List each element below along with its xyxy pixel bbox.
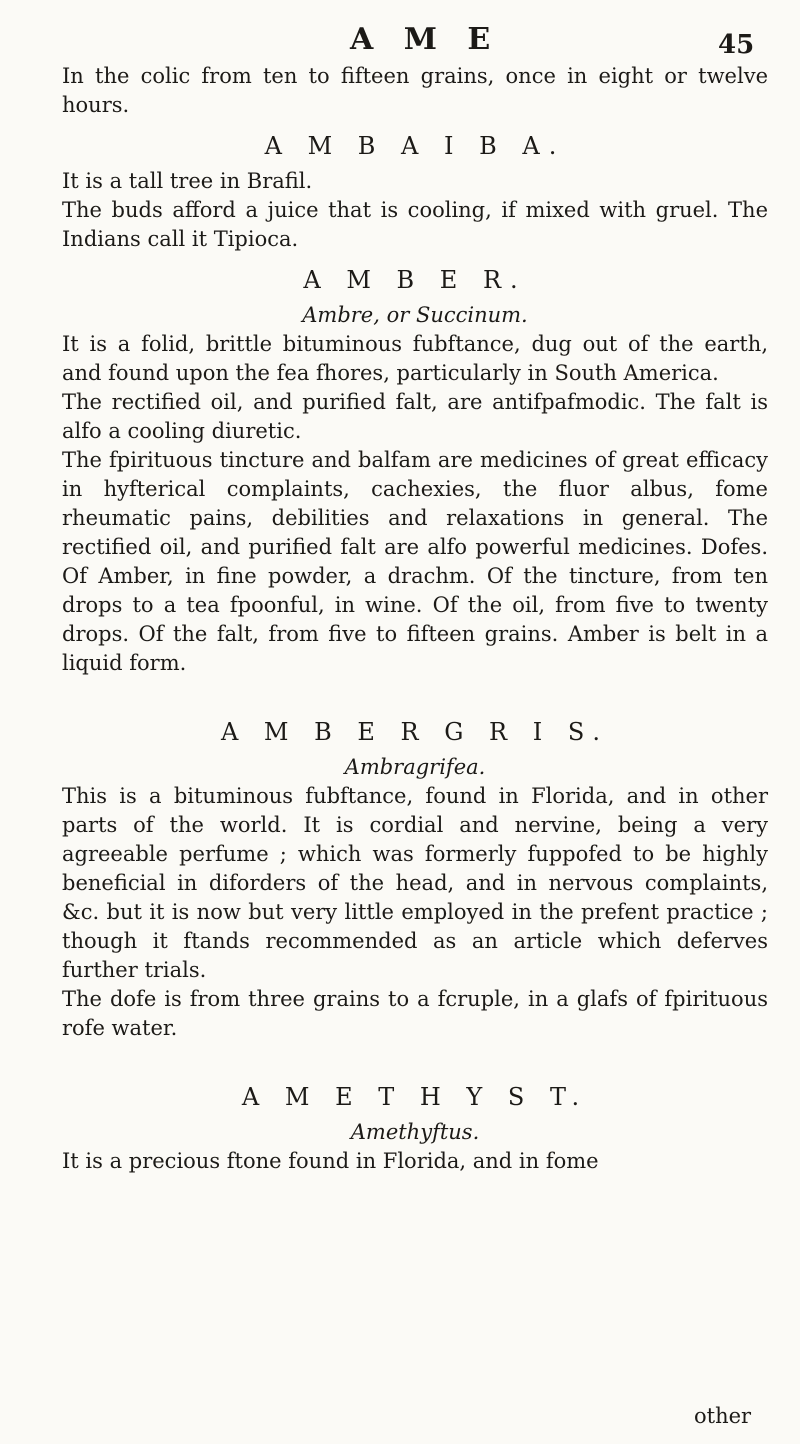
- running-head: A M E: [350, 22, 501, 57]
- entry-title-ambaiba: A M B A I B A.: [264, 132, 566, 160]
- entry-title-amber: A M B E R.: [303, 266, 527, 294]
- amber-paragraph-2: The rectified oil, and purified falt, are antifpafmodic. The falt is alfo a cooling diuretic.: [62, 390, 768, 443]
- amethyst-latin-name: Amethyftus.: [350, 1120, 480, 1144]
- ambaiba-paragraph-1: It is a tall tree in Brafil.: [62, 169, 313, 193]
- intro-paragraph: In the colic from ten to fifteen grains, once in eight or twelve hours.: [62, 64, 768, 117]
- entry-title-ambergris: A M B E R G R I S.: [220, 718, 610, 746]
- amber-paragraph-1: It is a folid, brittle bituminous fubftance, dug out of the earth, and found upon the fea fhores, particularly in South America.: [62, 332, 768, 385]
- catchword: other: [694, 1404, 752, 1428]
- ambaiba-paragraph-2: The buds afford a juice that is cooling, if mixed with gruel. The Indians call it Tipioca.: [62, 198, 768, 251]
- amber-paragraph-3: The fpirituous tincture and balfam are medicines of great efficacy in hyfterical complaints, cachexies, the fluor albus, fome rheumatic pains, debilities and relaxations in general. The rectified oil, and purified falt are alfo powerful medicines. Dofes. Of Amber, in fine powder, a drachm. Of the tincture, from ten drops to a tea fpoonful, in wine. Of the oil, from five to twenty drops. Of the falt, from five to fifteen grains. Amber is belt in a liquid form.: [62, 448, 768, 675]
- entry-title-amethyst: A M E T H Y S T.: [241, 1083, 589, 1111]
- ambergris-paragraph-2: The dofe is from three grains to a fcruple, in a glafs of fpirituous rofe water.: [62, 987, 768, 1040]
- amethyst-paragraph-1: It is a precious ftone found in Florida, and in fome: [62, 1149, 599, 1173]
- ambergris-latin-name: Ambragrifea.: [344, 755, 486, 779]
- page-body: [62, 62, 768, 1176]
- ambergris-paragraph-1: This is a bituminous fubftance, found in Florida, and in other parts of the world. It is cordial and nervine, being a very agreeable perfume ; which was formerly fuppofed to be highly beneficial in diforders of the head, and in nervous complaints, &c. but it is now but very little employed in the prefent practice ; though it ftands recommended as an article which deferves further trials.: [62, 784, 768, 982]
- page-number: 45: [718, 30, 755, 60]
- amber-latin-name: Ambre, or Succinum.: [302, 303, 528, 327]
